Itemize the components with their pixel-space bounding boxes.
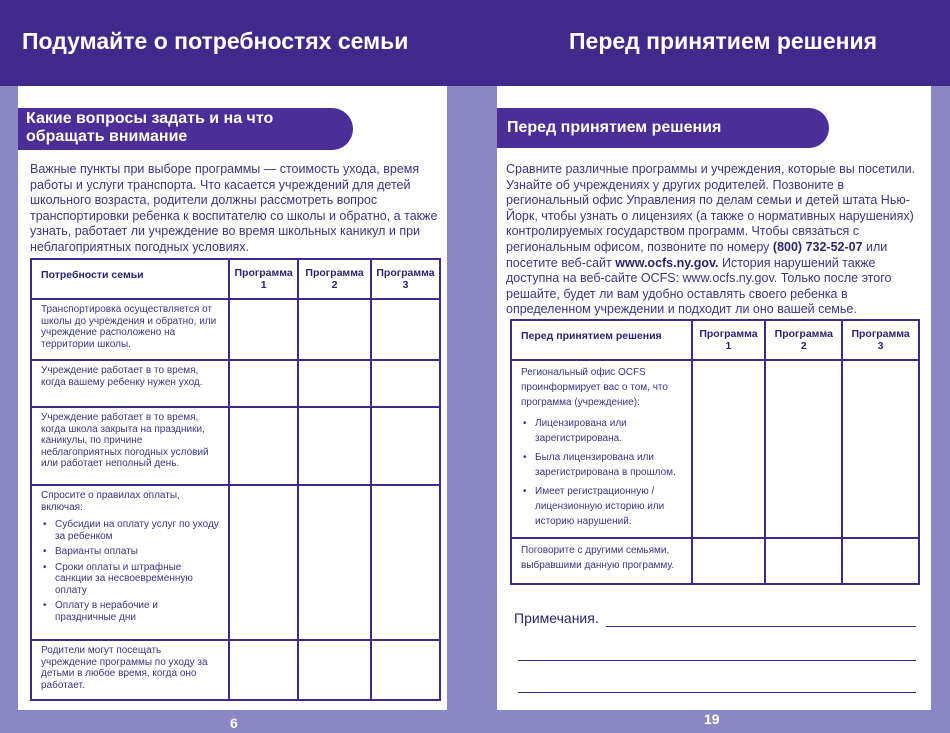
table-header-cell: Программа 2 [765, 320, 842, 360]
checkbox-cell[interactable] [298, 640, 371, 700]
row-label: Учреждение работает в то время, когда школа закрыта на праздники, каникулы, по причине неблагоприятных погодных условий или работает неполный день. [31, 407, 229, 485]
row-label [31, 485, 229, 640]
notes-label: Примечания. [514, 610, 599, 626]
list-item: • Оплату в нерабочие и праздничные дни [41, 600, 219, 623]
table-row [511, 538, 919, 584]
list-item: • Имеет регистрационную / лицензионную историю или историю нарушений. [521, 484, 682, 529]
left-header-band [0, 0, 475, 86]
family-needs-table [30, 258, 441, 701]
notes-line[interactable] [606, 626, 916, 627]
row-label: Поговорите с другими семьями, выбравшими данную программу. [511, 538, 692, 584]
checkbox-cell[interactable] [765, 538, 842, 584]
right-header-title: Перед принятием решения [569, 28, 878, 54]
list-item: • Субсидии на оплату услуг по уходу за ребенком [41, 519, 219, 542]
table-header-cell: Программа 1 [229, 259, 298, 299]
license-bullet-list [521, 416, 682, 529]
table-header-row [511, 320, 919, 360]
table-row [511, 360, 919, 538]
left-section-title: Какие вопросы задать и на что обращать внимание [18, 108, 353, 150]
checkbox-cell[interactable] [842, 538, 919, 584]
checkbox-cell[interactable] [229, 407, 298, 485]
right-header-band [475, 0, 950, 86]
checkbox-cell[interactable] [298, 485, 371, 640]
table-header-cell: Программа 3 [842, 320, 919, 360]
checkbox-cell[interactable] [229, 299, 298, 360]
checkbox-cell[interactable] [692, 538, 766, 584]
checkbox-cell[interactable] [692, 360, 766, 538]
intro-text-part3: История нарушений также доступна на веб-сайте OCFS: www.ocfs.ny.gov. Только после этого решайте, будет ли вам удобно оставлять своего ребенка в определенном учреждении и подходит ли оно вашей семье. [506, 255, 892, 317]
notes-line[interactable] [518, 692, 916, 693]
intro-text-part2: или посетите веб-сайт [506, 239, 888, 270]
checkbox-cell[interactable] [371, 485, 440, 640]
payment-bullet-list [41, 519, 219, 623]
checkbox-cell[interactable] [371, 407, 440, 485]
checkbox-cell[interactable] [298, 360, 371, 407]
checkbox-cell[interactable] [765, 360, 842, 538]
table-row [31, 640, 440, 700]
checkbox-cell[interactable] [371, 360, 440, 407]
table-row [31, 360, 440, 407]
right-intro-text [506, 162, 924, 318]
list-item: • Варианты оплаты [41, 546, 219, 558]
ocfs-info-label: Региональный офис OCFS проинформирует вас о том, что программа (учреждение): [521, 367, 668, 408]
payment-rules-label: Спросите о правилах оплаты, включая: [41, 490, 180, 513]
page-number-left: 6 [230, 715, 238, 731]
checkbox-cell[interactable] [229, 360, 298, 407]
list-item: • Была лицензирована или зарегистрирована в прошлом. [521, 450, 682, 480]
table-header-cell: Программа 1 [692, 320, 766, 360]
table-row [31, 485, 440, 640]
checkbox-cell[interactable] [298, 299, 371, 360]
checkbox-cell[interactable] [842, 360, 919, 538]
table-header-cell: Программа 3 [371, 259, 440, 299]
page-number-right: 19 [704, 711, 720, 727]
table-header-cell: Перед принятием решения [511, 320, 692, 360]
left-header-title: Подумайте о потребностях семьи [22, 28, 409, 54]
intro-text-part1: Сравните различные программы и учреждения, которые вы посетили. Узнайте об учреждениях у других родителей. Позвоните в региональный офис Управления по делам семьи и детей штата Нью-Йорк, чтобы узнать о лицензиях (а также о нормативных нарушениях) контролируемых государством программ. Чтобы связаться с региональным офисом, позвоните по номеру [506, 162, 916, 254]
table-header-cell: Программа 2 [298, 259, 371, 299]
row-label: Транспортировка осуществляется от школы до учреждения и обратно, или учреждение расположено на территории школы. [31, 299, 229, 360]
row-label: Родители могут посещать учреждение программы по уходу за детьми в любое время, когда оно работает. [31, 640, 229, 700]
list-item: • Сроки оплаты и штрафные санкции за несвоевременную оплату [41, 562, 219, 597]
checkbox-cell[interactable] [229, 640, 298, 700]
right-section-title: Перед принятием решения [497, 108, 829, 148]
table-header-cell: Потребности семьи [31, 259, 229, 299]
table-row [31, 407, 440, 485]
table-row [31, 299, 440, 360]
left-intro-text: Важные пункты при выборе программы — стоимость ухода, время работы и услуги транспорта. Что касается учреждений для детей школьного возраста, родители должны рассмотреть вопрос транспортировки ребенка к воспитателю со школы и обратно, а также узнать, работает ли учреждение во время школьных каникул и при неблагоприятных погодных условиях. [30, 162, 438, 254]
row-label [511, 360, 692, 538]
checkbox-cell[interactable] [298, 407, 371, 485]
table-header-row [31, 259, 440, 299]
ocfs-phone-number: (800) 732-52-07 [772, 239, 863, 254]
notes-line[interactable] [518, 660, 916, 661]
checkbox-cell[interactable] [371, 299, 440, 360]
checkbox-cell[interactable] [229, 485, 298, 640]
ocfs-website-link[interactable]: www.ocfs.ny.gov. [615, 255, 719, 270]
before-decision-table [510, 319, 920, 585]
checkbox-cell[interactable] [371, 640, 440, 700]
row-label: Учреждение работает в то время, когда вашему ребенку нужен уход. [31, 360, 229, 407]
list-item: • Лицензирована или зарегистрирована. [521, 416, 682, 446]
